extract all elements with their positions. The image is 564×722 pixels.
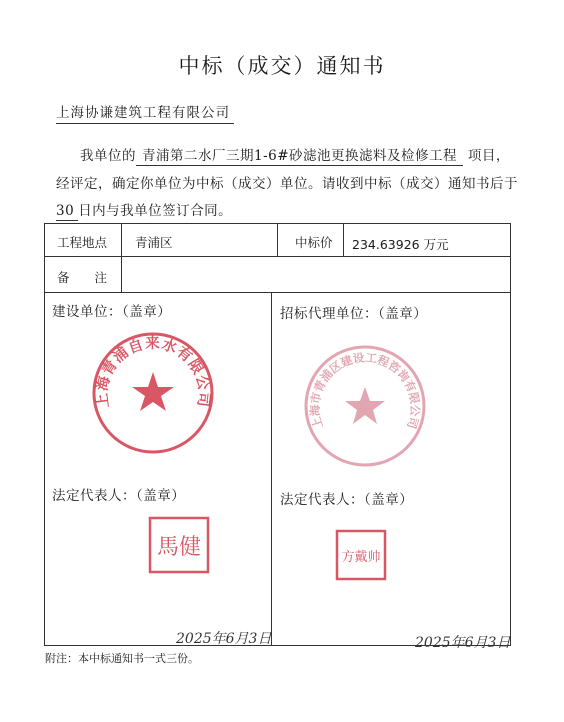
agency-unit-label: 招标代理单位：（盖章） [280,306,428,322]
project-name: 青浦第二水厂三期1-6#砂滤池更换滤料及检修工程 [136,148,463,166]
owner-sign-date: 2025年6月3日 [176,631,272,647]
remark-label: 备 注 [57,270,108,285]
signature-divider [271,292,272,646]
document-title: 中标（成交）通知书 [178,54,386,78]
owner-company-stamp [90,330,216,456]
body-prefix: 我单位的 [80,148,136,164]
body-line-2: 经评定，确定你单位为中标（成交）单位。请收到中标（成交）通知书后于 [56,176,518,192]
body-line3-suffix: 日内与我单位签订合同。 [78,203,233,219]
price-label: 中标价 [295,235,333,250]
divider [121,223,122,257]
agency-rep-label: 法定代表人：（盖章） [280,492,414,508]
location-value: 青浦区 [135,235,173,250]
owner-stamp-text: 上海青浦自来水有限公司 [94,336,212,409]
body-line-3 [56,199,232,219]
days-value: 30 [56,203,78,221]
divider [343,223,344,257]
footnote: 附注：本中标通知书一式三份。 [45,652,199,665]
agency-seal-text: 方戴帅 [341,550,381,565]
location-label: 工程地点 [57,235,108,250]
body-line-1 [80,144,510,164]
agency-rep-seal [335,529,387,581]
recipient-company: 上海协谦建筑工程有限公司 [56,101,234,124]
agency-stamp-text: 上海市青浦区建设工程咨询有限公司 [307,350,423,431]
divider [277,223,278,257]
agency-sign-date: 2025年6月3日 [415,635,511,651]
divider [121,256,122,293]
owner-unit-label: 建设单位：（盖章） [52,304,172,320]
owner-seal-text: 馬健 [156,535,202,560]
owner-rep-label: 法定代表人：（盖章） [52,488,186,504]
info-row-2 [44,256,511,293]
agency-company-stamp [302,343,428,469]
owner-rep-seal [148,516,210,574]
body-line1-suffix: 项目， [467,148,510,164]
price-value: 234.63926 万元 [352,237,449,252]
